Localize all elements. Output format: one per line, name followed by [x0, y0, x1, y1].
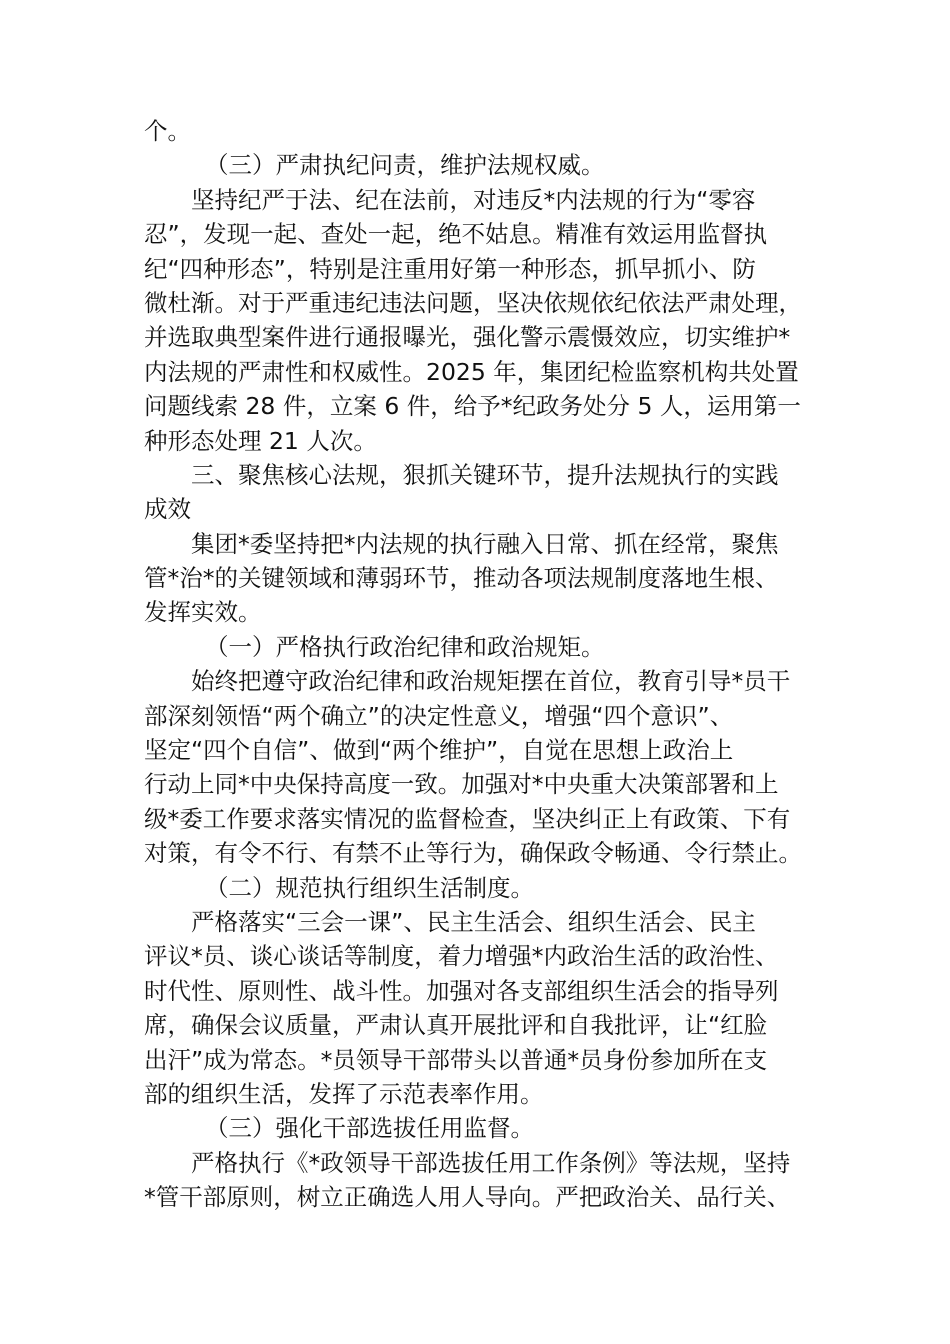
text-line: 评议*员、谈心谈话等制度，着力增强*内政治生活的政治性、 [144, 942, 779, 971]
text-line: 并选取典型案件进行通报曝光，强化警示震慑效应，切实维护* [144, 323, 791, 352]
text-line: 席，确保会议质量，严肃认真开展批评和自我批评，让“红脸 [144, 1011, 768, 1040]
text-line: 纪“四种形态”，特别是注重用好第一种形态，抓早抓小、防 [144, 254, 756, 283]
text-line: 种形态处理 21 人次。 [144, 426, 377, 455]
text-line: 始终把遵守政治纪律和政治规矩摆在首位，教育引导*员干 [191, 667, 791, 696]
text-line: 发挥实效。 [144, 598, 262, 627]
text-line: *管干部原则，树立正确选人用人导向。严把政治关、品行关、 [144, 1183, 791, 1212]
text-line: 微杜渐。对于严重违纪违法问题，坚决依规依纪依法严肃处理， [144, 288, 802, 317]
section-heading: （三）严肃执纪问责，维护法规权威。 [205, 151, 605, 180]
text-line: 严格执行《*政领导干部选拔任用工作条例》等法规，坚持 [191, 1148, 791, 1177]
text-line: 管*治*的关键领域和薄弱环节，推动各项法规制度落地生根、 [144, 564, 779, 593]
section-heading: （二）规范执行组织生活制度。 [205, 873, 534, 902]
text-line: 严格落实“三会一课”、民主生活会、组织生活会、民主 [191, 907, 756, 936]
text-line: 问题线索 28 件，立案 6 件，给予*纪政务处分 5 人，运用第一 [144, 392, 801, 421]
text-line: 个。 [144, 117, 191, 145]
text-line: 部深刻领悟“两个确立”的决定性意义，增强“四个意识”、 [144, 701, 734, 730]
section-heading: （三）强化干部选拔任用监督。 [205, 1114, 534, 1143]
text-line: 坚定“四个自信”、做到“两个维护”，自觉在思想上政治上 [144, 736, 734, 765]
document-body [144, 114, 816, 1215]
chapter-heading: 三、聚焦核心法规，狠抓关键环节，提升法规执行的实践 [191, 460, 779, 489]
text-line: 坚持纪严于法、纪在法前，对违反*内法规的行为“零容 [191, 185, 756, 214]
text-line: 出汗”成为常态。*员领导干部带头以普通*员身份参加所在支 [144, 1045, 768, 1074]
text-line: 时代性、原则性、战斗性。加强对各支部组织生活会的指导列 [144, 976, 779, 1005]
text-line: 忍”，发现一起、查处一起，绝不姑息。精准有效运用监督执 [144, 220, 768, 249]
text-line: 集团*委坚持把*内法规的执行融入日常、抓在经常，聚焦 [191, 529, 779, 558]
text-line: 部的组织生活，发挥了示范表率作用。 [144, 1079, 544, 1108]
text-line: 对策，有令不行、有禁不止等行为，确保政令畅通、令行禁止。 [144, 839, 802, 868]
text-line: 内法规的严肃性和权威性。2025 年，集团纪检监察机构共处置 [144, 357, 799, 386]
text-line: 行动上同*中央保持高度一致。加强对*中央重大决策部署和上 [144, 770, 779, 799]
section-heading: （一）严格执行政治纪律和政治规矩。 [205, 632, 605, 661]
chapter-heading-cont: 成效 [144, 495, 191, 524]
text-line: 级*委工作要求落实情况的监督检查，坚决纠正上有政策、下有 [144, 804, 791, 833]
